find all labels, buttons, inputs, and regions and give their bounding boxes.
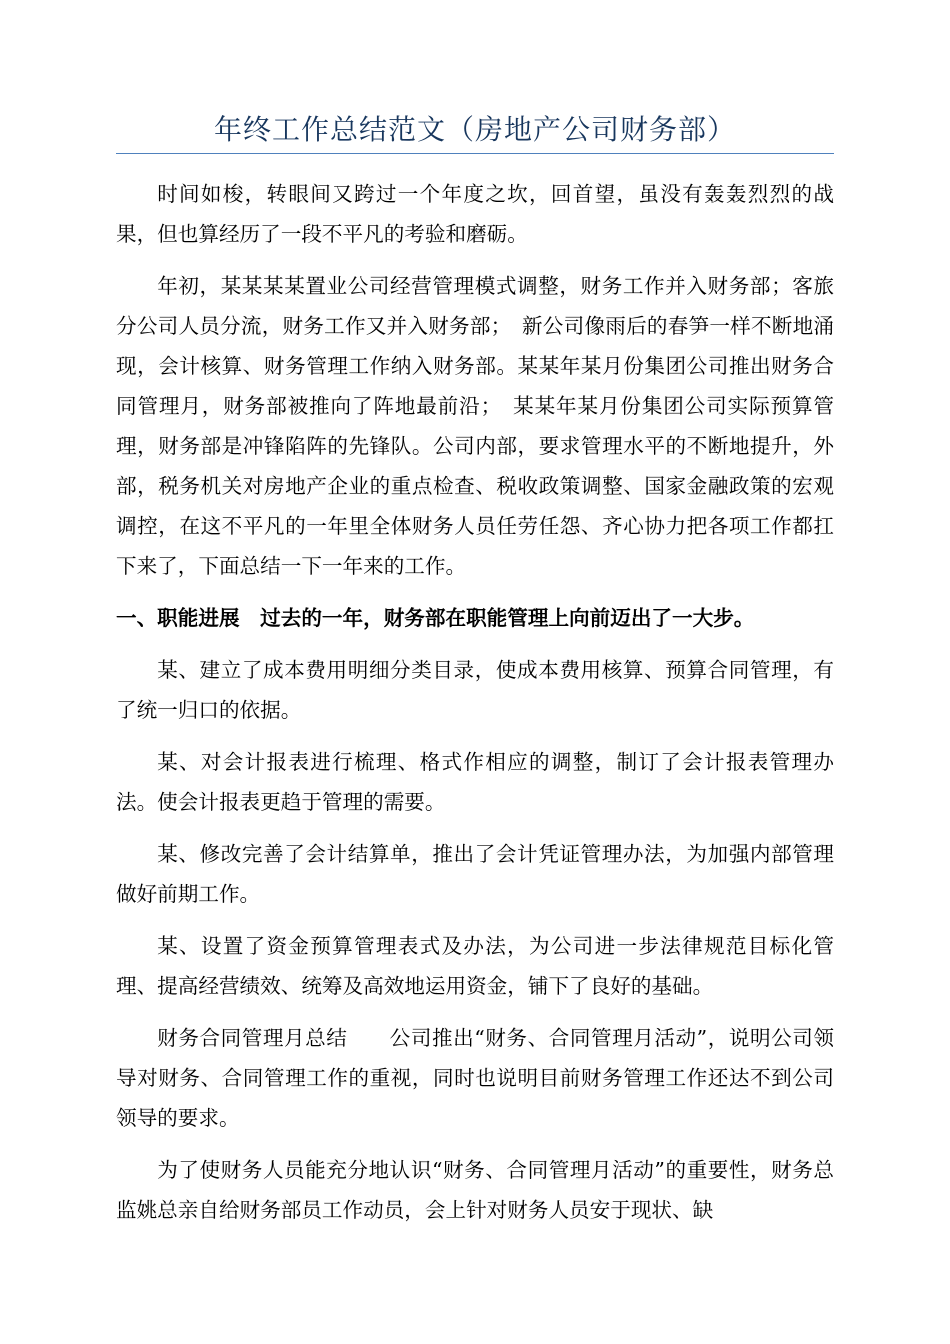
document-body: [116, 174, 834, 1242]
paragraph-item-1: 某、建立了成本费用明细分类目录，使成本费用核算、预算合同管理，有了统一归口的依据。: [116, 658, 834, 722]
paragraph-item-2: 某、对会计报表进行梳理、格式作相应的调整，制订了会计报表管理办法。使会计报表更趋于管理的需要。: [116, 750, 834, 814]
paragraph-intro: 时间如梭，转眼间又跨过一个年度之坎，回首望，虽没有轰轰烈烈的战果，但也算经历了一段不平凡的考验和磨砺。: [116, 182, 834, 246]
paragraph-contract-month: 财务合同管理月总结 公司推出“财务、合同管理月活动”，说明公司领导对财务、合同管理工作的重视，同时也说明目前财务管理工作还达不到公司领导的要求。: [116, 1026, 834, 1130]
paragraph-background: 年初，某某某某置业公司经营管理模式调整，财务工作并入财务部；客旅分公司人员分流，财务工作又并入财务部； 新公司像雨后的春笋一样不断地涌现，会计核算、财务管理工作纳入财务部。某某年某月份集团公司推出财务合同管理月，财务部被推向了阵地最前沿； 某某年某月份集团公司实际预算管理，财务部是冲锋陷阵的先锋队。公司内部，要求管理水平的不断地提升，外部，税务机关对房地产企业的重点检查、税收政策调整、国家金融政策的宏观调控，在这不平凡的一年里全体财务人员任劳任怨、齐心协力把各项工作都扛下来了，下面总结一下一年来的工作。: [116, 274, 834, 578]
document-title: 年终工作总结范文（房地产公司财务部）: [213, 113, 736, 146]
title-underline: [116, 153, 834, 154]
paragraph-item-4: 某、设置了资金预算管理表式及办法，为公司进一步法律规范目标化管理、提高经营绩效、统筹及高效地运用资金，铺下了良好的基础。: [116, 934, 834, 998]
paragraph-mobilization: 为了使财务人员能充分地认识“财务、合同管理月活动”的重要性，财务总监姚总亲自给财务部员工作动员，会上针对财务人员安于现状、缺: [116, 1158, 834, 1222]
paragraph-item-3: 某、修改完善了会计结算单，推出了会计凭证管理办法，为加强内部管理做好前期工作。: [116, 842, 834, 906]
section-heading-1: 一、职能进展 过去的一年，财务部在职能管理上向前迈出了一大步。: [116, 606, 755, 630]
